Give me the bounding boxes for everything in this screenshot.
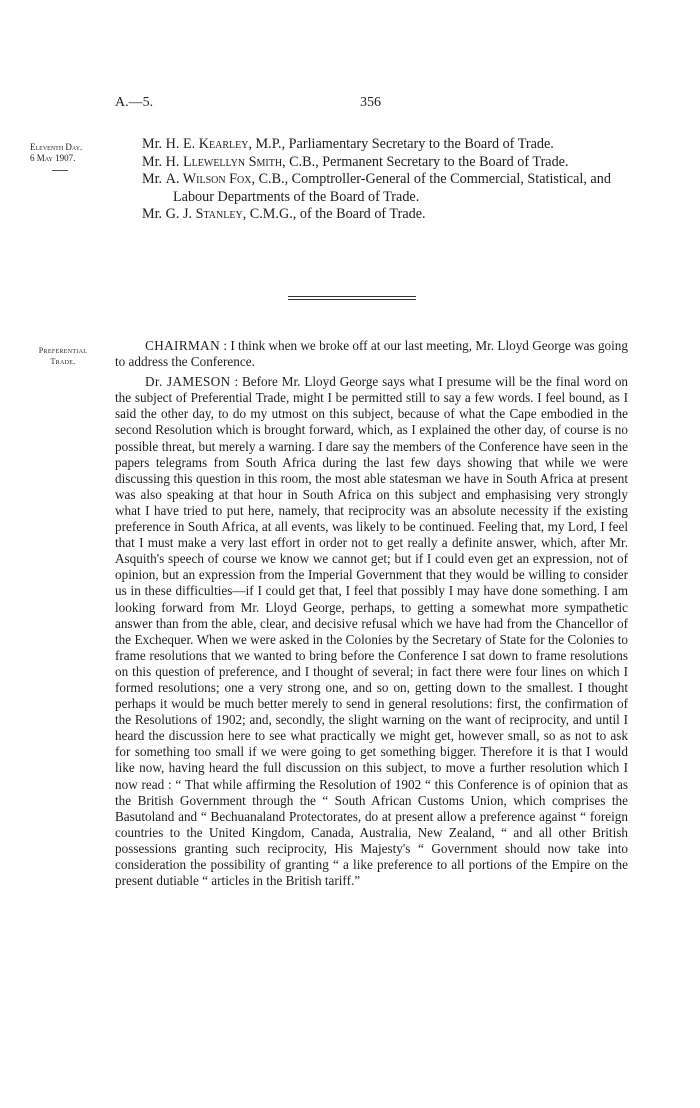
attendee-title: , C.B., Permanent Secretary to the Board of Trade. (282, 153, 569, 170)
attendee-entry (142, 154, 642, 172)
section-divider (288, 296, 416, 301)
speaker-name: CHAIRMAN (145, 338, 221, 353)
attendee-name: G. J. Stanley (165, 206, 243, 222)
attendee-title: , C.M.G., of the Board of Trade. (242, 206, 426, 222)
speaker-name: Dr. JAMESON (145, 374, 231, 390)
attendee-prefix: Mr. (142, 206, 166, 222)
page-number: 356 (360, 95, 381, 110)
margin-date-line2: 6 May 1907. (30, 153, 76, 163)
attendee-entry (142, 171, 642, 206)
attendee-list (142, 136, 642, 224)
margin-topic-line1: Preferential (38, 346, 88, 355)
paragraph-chairman (115, 338, 628, 370)
margin-date-line1: Eleventh Day. (30, 142, 83, 152)
speech-text: : I think when we broke off at our last meeting, Mr. Lloyd George was going to address the Conference. (115, 338, 628, 370)
attendee-name: H. E. Kearley (165, 136, 249, 152)
margin-topic-note (28, 345, 98, 367)
attendee-entry (142, 206, 642, 224)
attendee-title: , C.B., Comptroller-General of the Commercial, Statistical, and Labour Departments of the Board of Trade. (173, 171, 611, 205)
paragraph-jameson (115, 374, 628, 889)
attendee-entry (142, 136, 642, 154)
margin-date-note (30, 142, 100, 164)
attendee-name: H. Llewellyn Smith (165, 153, 283, 170)
attendee-name: A. Wilson Fox (165, 171, 252, 187)
margin-rule (52, 170, 68, 171)
attendee-title: , M.P., Parliamentary Secretary to the Board of Trade. (248, 136, 554, 152)
speech-text: : Before Mr. Lloyd George says what I presume will be the final word on the subject of Preferential Trade, might I be permitted still to say a few words. I feel bound, as I said the other day, to do my utmost on this subject, because of what the Cape embodied in the second Resolution which is brought forward, which, as I explained the other day, of course is no possible threat, but merely a warning. I dare say the members of the Conference have seen in the papers telegrams from South Africa during the last few days showing that while we were discussing this question in this room, the most able statesman we have in South Africa at present was also speaking at that hour in South Africa on this subject and emphasising very strongly what I have tried to put here, namely, that reciprocity was an absolute necessity if the existing preference in South Africa, at all events, was likely to be continued. Feeling that, my Lord, I feel that I must make a very last effort in order not to get really a definite answer, which, after Mr. Asquith's speech of course we know we cannot get; but if I could even get an expression, not of opinion, but an expression from the Imperial Government that they would be willing to consider us in these difficulties—if I could get that, I feel that possibly I may have done something. I am looking forward from Mr. Lloyd George, perhaps, to getting a somewhat more sympathetic answer than from the able, clear, and decisive refusal which we have had from the Chancellor of the Exchequer. When we were asked in the Colonies by the Secretary of State for the Colonies to frame resolutions that we wanted to bring before the Conference I sat down to frame resolutions on this question of preference, and I thought of several; in fact there were four lines on which I formed resolutions; one a very strong one, and so on, getting down to the smallest. I thought perhaps it would be much better merely to send in general resolutions: first, the confirmation of the Resolutions of 1902; and, secondly, the slight warning on the want of reciprocity, and until I heard the discussion here to see what practically we might get, however small, so as not to ask for something too small if we were going to get something bigger. Therefore it is that I would like now, having heard the full discussion on this subject, to move a further resolution which I now read : “ That while affirming the Resolution of 1902 “ this Conference is of opinion that as the British Government through the “ South African Customs Union, which comprises the Basutoland and “ Bechuanaland Protectorates, do at present allow a preference against “ foreign countries to the United Kingdom, Canada, Australia, New Zealand, “ and all other British possessions granting such reciprocity, His Majesty's “ Government should now take into consideration the possibility of granting “ a like preference to all portions of the Empire on the present dutiable “ articles in the British tariff.” (115, 374, 629, 889)
attendee-prefix: Mr. (142, 171, 166, 187)
attendee-prefix: Mr. (142, 136, 166, 152)
margin-topic-line2: Trade. (50, 357, 76, 366)
running-header-left: A.—5. (115, 95, 154, 110)
body-text (115, 338, 628, 893)
attendee-prefix: Mr. (142, 153, 166, 170)
